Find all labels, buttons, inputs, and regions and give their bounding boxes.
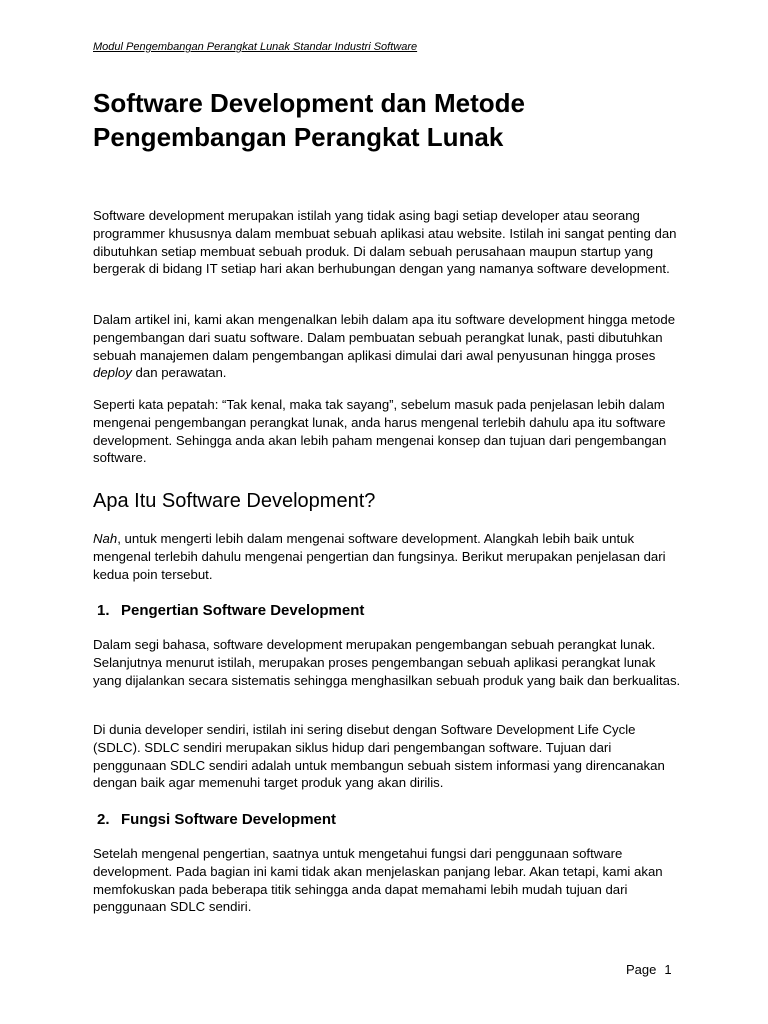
fungsi-paragraph-1: Setelah mengenal pengertian, saatnya untuk mengetahui fungsi dari penggunaan software development. Pada bagian ini kami tidak akan menjelaskan panjang lebar. Akan tetapi, kami akan memfokuskan pada beberapa titik sehingga anda dapat memahami lebih mudah tujuan dari penggunaan SDLC sendiri.	[93, 846, 663, 915]
section-paragraph-1	[93, 530, 683, 583]
subheading-number: 1.	[97, 602, 110, 619]
subheading-label: Pengertian Software Development	[121, 602, 365, 619]
document-title	[93, 86, 693, 154]
pengertian-paragraph-1: Dalam segi bahasa, software development merupakan pengembangan sebuah perangkat lunak. Selanjutnya menurut istilah, merupakan proses pengembangan sebuah aplikasi perangkat lunak yang dijalankan secara sistematis sehingga menghasilkan sebuah produk yang baik dan berkualitas.	[93, 637, 681, 688]
subheading-pengertian	[97, 601, 364, 620]
page-footer	[626, 962, 672, 977]
subheading-fungsi	[97, 810, 336, 829]
subheading-label: Fungsi Software Development	[121, 811, 337, 828]
page-label: Page	[626, 962, 657, 977]
intro-paragraph-2	[93, 311, 683, 382]
intro-paragraph-3: Seperti kata pepatah: “Tak kenal, maka tak sayang”, sebelum masuk pada penjelasan lebih dalam mengenai pengembangan perangkat lunak, anda harus mengenal terlebih dahulu apa itu software development. Sehingga anda akan lebih paham mengenai konsep dan tujuan dari pengembangan software.	[93, 397, 667, 466]
pengertian-paragraph-2: Di dunia developer sendiri, istilah ini sering disebut dengan Software Development Life Cycle (SDLC). SDLC sendiri merupakan siklus hidup dari pengembangan software. Tujuan dari penggunaan SDLC sendiri adalah untuk membangun sebuah sistem informasi yang direncanakan dengan baik agar memenuhi target produk yang akan dirilis.	[93, 722, 665, 791]
intro-paragraph-1: Software development merupakan istilah yang tidak asing bagi setiap developer atau seorang programmer khususnya dalam membuat sebuah aplikasi atau website. Istilah ini sangat penting dan dibutuhkan setiap membuat sebuah produk. Di dalam sebuah perusahaan maupun startup yang bergerak di bidang IT setiap hari akan berhubungan dengan yang namanya software development.	[93, 208, 677, 277]
section-paragraph-1-text: , untuk mengerti lebih dalam mengenai software development. Alangkah lebih baik untuk mengenal terlebih dahulu mengenai pengertian dan fungsinya. Berikut merupakan penjelasan dari kedua poin tersebut.	[93, 531, 666, 582]
intro-paragraph-2-end: dan perawatan.	[131, 365, 227, 381]
intro-paragraph-2-text: Dalam artikel ini, kami akan mengenalkan lebih dalam apa itu software development hingga metode pengembangan dari suatu software. Dalam pembuatan sebuah perangkat lunak, pasti dibutuhkan sebuah manajemen dalam pengembangan aplikasi dimulai dari awal penyusunan hingga proses	[93, 312, 676, 363]
document-title-line-1: Software Development dan Metode	[93, 88, 525, 118]
subheading-number: 2.	[97, 811, 110, 828]
page-number: 1	[664, 962, 672, 977]
nah-term: Nah	[93, 531, 118, 546]
deploy-term: deploy	[93, 365, 132, 381]
running-header: Modul Pengembangan Perangkat Lunak Standar Industri Software	[93, 41, 418, 53]
section-heading-software-development: Apa Itu Software Development?	[93, 490, 376, 512]
document-title-line-2: Pengembangan Perangkat Lunak	[93, 122, 504, 152]
